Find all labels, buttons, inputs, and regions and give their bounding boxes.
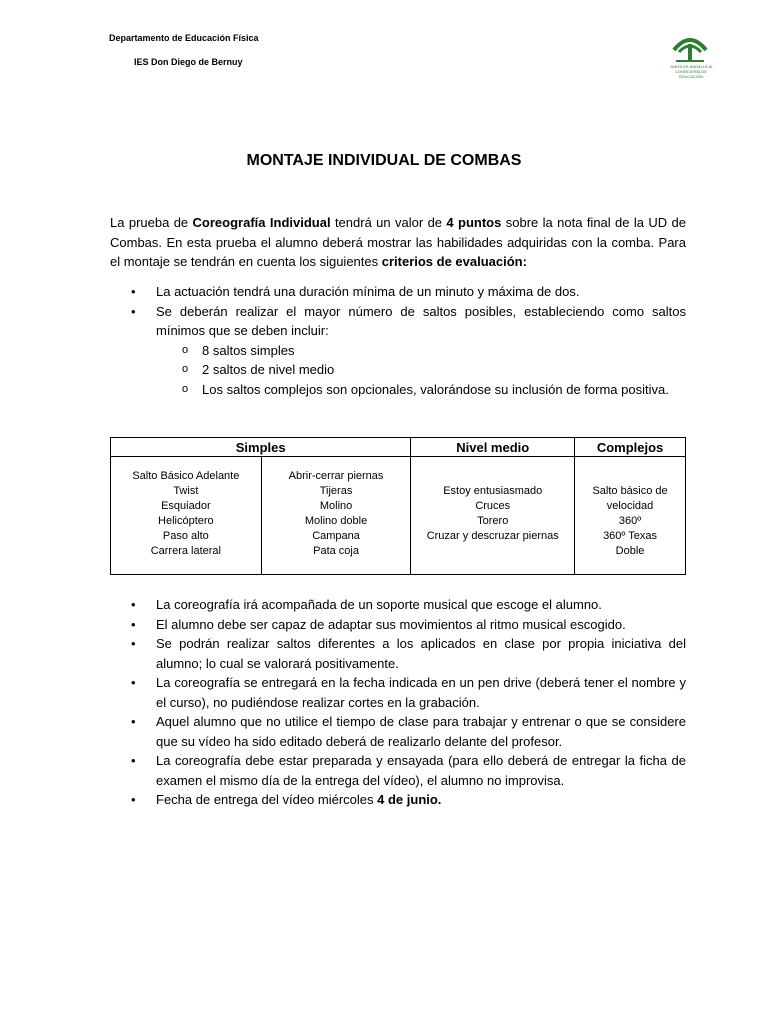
list-item	[110, 595, 686, 615]
logo-caption-line1: JUNTA DE ANDALUCIA	[669, 64, 713, 69]
bullet-icon: •	[131, 714, 136, 729]
simples-cell-1	[111, 457, 262, 575]
table-cell-text: Helicóptero	[158, 515, 214, 527]
bullet-icon: •	[131, 753, 136, 768]
intro-paragraph	[110, 213, 686, 272]
intro-text-2: tendrá un valor de	[330, 215, 447, 230]
circle-bullet-icon: o	[182, 363, 189, 375]
rule-text: La coreografía debe estar preparada y ensayada (para ello deberá de entregar la ficha de examen el mismo día de la entrega del vídeo), el alumno no improvisa.	[156, 753, 686, 788]
document-title: MONTAJE INDIVIDUAL DE COMBAS	[246, 152, 522, 169]
intro-bold-3: criterios de evaluación:	[381, 254, 527, 269]
circle-bullet-icon: o	[182, 382, 189, 395]
complejos-cell	[575, 457, 686, 575]
table-cell-text: Paso alto	[162, 530, 209, 542]
list-item	[110, 634, 686, 673]
list-item	[110, 712, 686, 751]
rule-text: Aquel alumno que no utilice el tiempo de clase para trabajar y entrenar o que se considere que su vídeo ha sido editado deberá de realizarlo delante del profesor.	[156, 714, 686, 749]
table-cell-text: Abrir-cerrar piernas	[288, 470, 384, 482]
minimum-text: 8 saltos simples	[202, 342, 295, 358]
rule-text: La coreografía se entregará en la fecha indicada en un pen drive (deberá tener el nombre y el curso), no pudiéndose realizar cortes en la grabación.	[156, 675, 686, 710]
bullet-icon: •	[131, 597, 136, 612]
bullet-icon: •	[131, 616, 136, 632]
jumps-table	[110, 437, 686, 575]
criterion-text: Se deberán realizar el mayor número de saltos posibles, estableciendo como saltos mínimos que se deben incluir:	[156, 303, 686, 338]
department-name: Departamento de Educación Física	[109, 33, 259, 43]
rule-text: Se podrán realizar saltos diferentes a los aplicados en clase por propia iniciativa del alumno; lo cual se valorará positivamente.	[156, 636, 686, 671]
table-cell-text: Salto básico de	[592, 485, 668, 497]
list-item	[156, 360, 686, 380]
list-item	[110, 790, 686, 810]
table-cell-text: Twist	[173, 485, 199, 497]
table-cell-text: Doble	[615, 545, 645, 557]
table-cell-text: Molino doble	[304, 515, 368, 527]
minimum-text: 2 saltos de nivel medio	[202, 362, 335, 377]
header-complejos: Complejos	[575, 438, 686, 457]
criterion-text: La actuación tendrá una duración mínima de un minuto y máxima de dos.	[156, 284, 580, 299]
rule-text: La coreografía irá acompañada de un soporte musical que escoge el alumno.	[156, 597, 602, 612]
intro-text-1: La prueba de	[110, 215, 193, 230]
circle-bullet-icon: o	[182, 343, 189, 356]
table-cell-text: Salto Básico Adelante	[132, 470, 240, 482]
list-item	[110, 673, 686, 712]
table-cell-text: Pata coja	[313, 545, 359, 557]
deadline-date: 4 de junio.	[377, 792, 442, 807]
table-cell-text: Esquiador	[161, 500, 211, 512]
criteria-list	[110, 282, 686, 399]
table-cell-text: Molino	[319, 500, 353, 512]
rules-list	[110, 595, 686, 810]
header-simples: Simples	[111, 438, 411, 457]
list-item	[110, 751, 686, 790]
header-nivel-medio: Nivel medio	[411, 438, 575, 457]
bullet-icon: •	[131, 792, 136, 807]
table-cell-text: 360º	[618, 515, 642, 527]
list-item	[156, 380, 686, 400]
deadline-text: Fecha de entrega del vídeo miércoles	[156, 792, 378, 807]
rule-text: El alumno debe ser capaz de adaptar sus movimientos al ritmo musical escogido.	[156, 616, 626, 632]
table-cell-text: Estoy entusiasmado	[443, 485, 543, 497]
intro-bold-1: Coreografía Individual	[192, 215, 331, 230]
list-item	[110, 302, 686, 400]
intro-text-3: sobre la nota final de la UD de Combas. En esta prueba el alumno deberá mostrar las habilidades adquiridas con la comba. Para el montaje se tendrán en cuenta los siguientes	[110, 215, 686, 269]
nivel-medio-cell	[411, 457, 575, 575]
table-cell-text: Cruzar y descruzar piernas	[426, 530, 559, 542]
list-item	[110, 615, 686, 635]
intro-bold-2: 4 puntos	[446, 215, 502, 230]
minimums-list	[156, 341, 686, 400]
table-cell-text: Torero	[477, 515, 509, 527]
logo-caption	[666, 64, 716, 79]
table-cell-text: 360º Texas	[603, 530, 658, 542]
table-cell-text: velocidad	[606, 500, 654, 512]
school-name: IES Don Diego de Bernuy	[134, 57, 243, 67]
table-cell-text: Campana	[312, 530, 360, 542]
simples-cell-2	[261, 457, 411, 575]
bullet-icon: •	[131, 675, 136, 690]
table-cell-text: Tijeras	[319, 485, 353, 497]
table-cell-text: Cruces	[475, 500, 511, 512]
bullet-icon: •	[131, 303, 136, 319]
bullet-icon: •	[131, 636, 136, 651]
list-item	[156, 341, 686, 361]
minimum-text: Los saltos complejos son opcionales, valorándose su inclusión de forma positiva.	[202, 381, 669, 397]
list-item	[110, 282, 686, 302]
table-cell-text: Carrera lateral	[150, 545, 221, 557]
bullet-icon: •	[131, 284, 136, 299]
logo-caption-line2: CONSEJERÍA DE EDUCACIÓN	[674, 69, 707, 79]
